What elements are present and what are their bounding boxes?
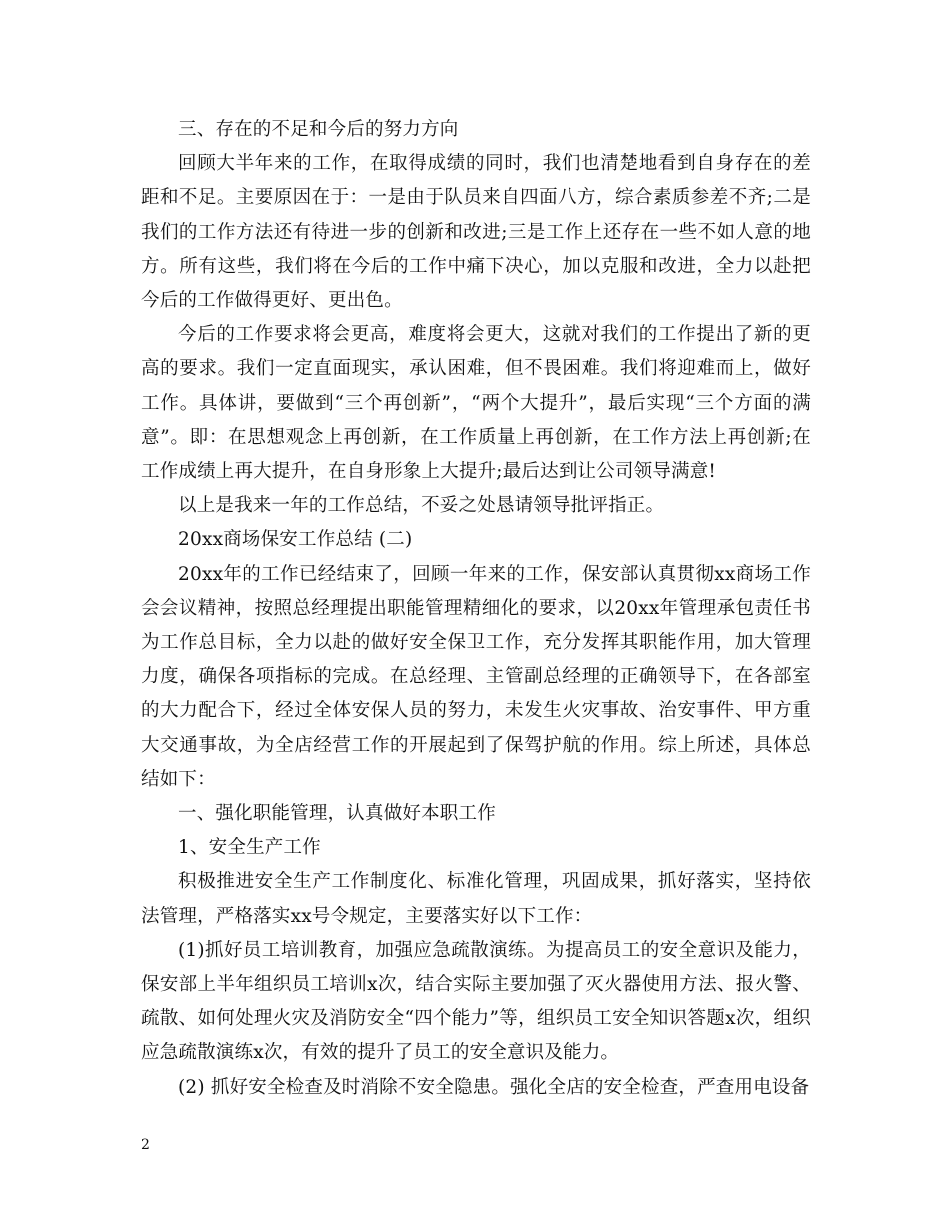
paragraph-future-requirements: 今后的工作要求将会更高，难度将会更大，这就对我们的工作提出了新的更高的要求。我们一定直面现实，承认困难，但不畏困难。我们将迎难而上，做好工作。具体讲，要做到“三个再创新”，“两个大提升”，最后实现“三个方面的满意”。即：在思想观念上再创新，在工作质量上再创新，在工作方法上再创新;在工作成绩上再大提升，在自身形象上大提升;最后达到让公司领导满意! (141, 324, 811, 483)
page-number: 2 (141, 1137, 150, 1153)
paragraph-training: (1)抓好员工培训教育，加强应急疏散演练。为提高员工的安全意识及能力，保安部上半年组织员工培训x次，结合实际主要加强了灭火器使用方法、报火警、疏散、如何处理火灾及消防安全“四个能力”等，组织员工安全知识答题x次，组织应急疏散演练x次，有效的提升了员工的安全意识及能力。 (141, 939, 811, 1064)
paragraph-safety-management: 积极推进安全生产工作制度化、标准化管理，巩固成果，抓好落实，坚持依法管理，严格落实xx号令规定，主要落实好以下工作： (141, 871, 811, 927)
subheading-safety-production: 1、安全生产工作 (178, 837, 321, 859)
paragraph-year-review: 20xx年的工作已经结束了，回顾一年来的工作，保安部认真贯彻xx商场工作会会议精神，按照总经理提出职能管理精细化的要求，以20xx年管理承包责任书为工作总目标，全力以赴的做好安全保卫工作，充分发挥其职能作用，加大管理力度，确保各项指标的完成。在总经理、主管副总经理的正确领导下，在各部室的大力配合下，经过全体安保人员的努力，未发生火灾事故、治安事件、甲方重大交通事故，为全店经营工作的开展起到了保驾护航的作用。综上所述，具体总结如下： (141, 563, 811, 790)
section-heading-shortcomings: 三、存在的不足和今后的努力方向 (178, 119, 459, 140)
paragraph-review: 回顾大半年来的工作，在取得成绩的同时，我们也清楚地看到自身存在的差距和不足。主要原因在于：一是由于队员来自四面八方，综合素质参差不齐;二是我们的工作方法还有待进一步的创新和改进;三是工作上还存在一些不如人意的地方。所有这些，我们将在今后的工作中痛下决心，加以克服和改进，全力以赴把今后的工作做得更好、更出色。 (141, 153, 811, 312)
paragraph-inspection: (2) 抓好安全检查及时消除不安全隐患。强化全店的安全检查，严查用电设备 (178, 1076, 810, 1098)
section-heading-management: 一、强化职能管理，认真做好本职工作 (178, 803, 496, 825)
section-title-summary-two: 20xx商场保安工作总结 (二) (178, 529, 413, 551)
paragraph-closing: 以上是我来一年的工作总结，不妥之处恳请领导批评指正。 (178, 495, 665, 517)
document-body (141, 113, 811, 1105)
